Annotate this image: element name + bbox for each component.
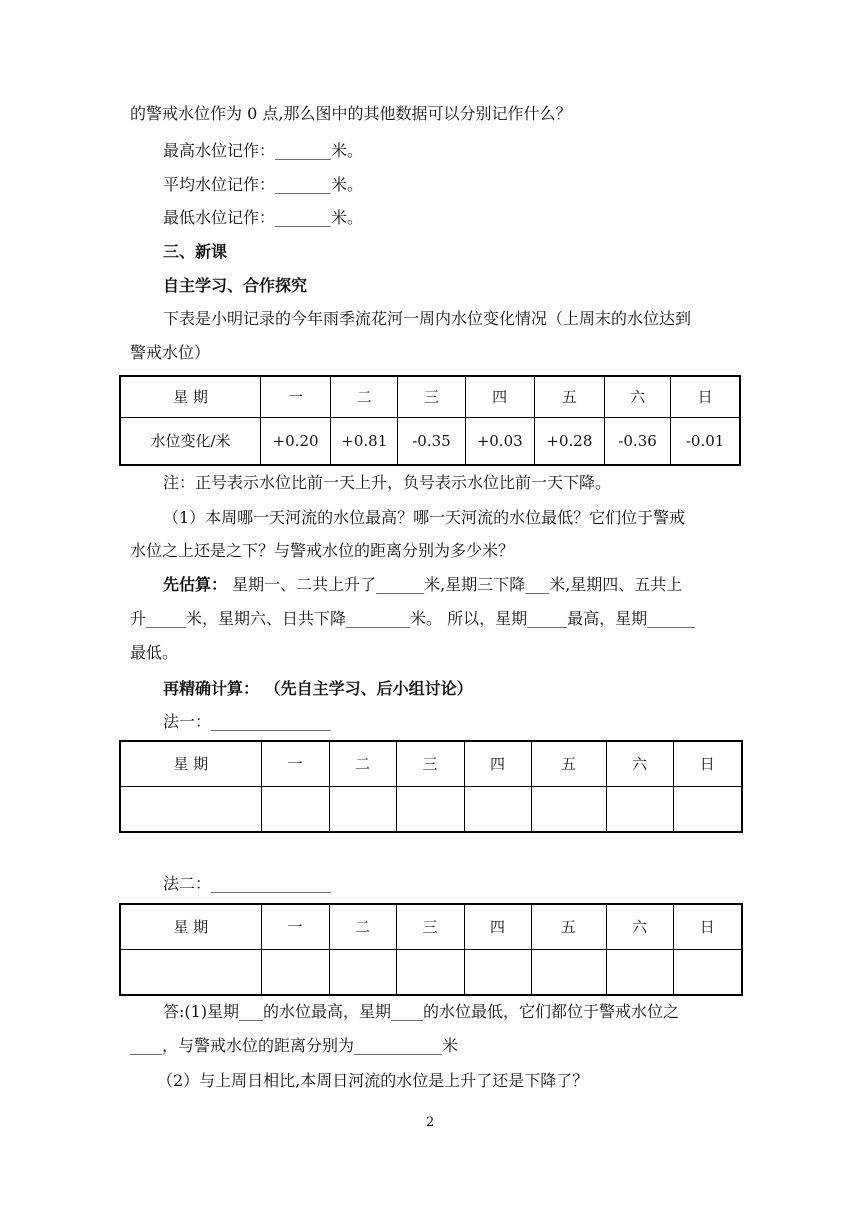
precise-calc-line <box>163 679 473 699</box>
day-cell: 日 <box>671 376 740 417</box>
precise-note: （先自主学习、后小组讨论） <box>259 679 473 698</box>
blank-cell[interactable] <box>329 786 396 832</box>
day-cell: 四 <box>465 376 534 417</box>
day-cell: 五 <box>531 741 606 786</box>
day-cell: 四 <box>464 904 531 949</box>
day-cell: 一 <box>261 741 329 786</box>
value-cell: +0.03 <box>465 417 534 465</box>
estimate-line-3: 最低。 <box>130 643 179 662</box>
estimate-text: 星期一、二共上升了______米,星期三下降___米,星期四、五共上 <box>227 575 683 594</box>
table-note: 注：正号表示水位比前一天上升，负号表示水位比前一天下降。 <box>163 473 612 492</box>
question-1-line-1: （1）本周哪一天河流的水位最高？哪一天河流的水位最低？它们位于警戒 <box>163 508 686 527</box>
subsection-title: 自主学习、合作探究 <box>163 276 308 295</box>
method-2-label: 法二：_______________ <box>163 874 332 893</box>
day-cell: 六 <box>606 904 673 949</box>
header-day-label: 星 期 <box>120 741 261 786</box>
average-water-level-question: 平均水位记作：_______米。 <box>163 175 364 194</box>
blank-cell[interactable] <box>396 949 464 995</box>
value-cell: +0.20 <box>260 417 330 465</box>
day-cell: 一 <box>260 376 330 417</box>
value-cell: -0.36 <box>605 417 671 465</box>
method-1-table <box>119 740 743 833</box>
day-cell: 二 <box>331 376 398 417</box>
day-cell: 三 <box>396 904 464 949</box>
answer-line-2: ____，与警戒水位的距离分别为___________米 <box>130 1036 459 1055</box>
blank-cell[interactable] <box>120 949 261 995</box>
water-level-change-table <box>119 375 741 466</box>
answer-line-1: 答:(1)星期___的水位最高，星期____的水位最低，它们都位于警戒水位之 <box>163 1002 680 1021</box>
value-cell: +0.81 <box>331 417 398 465</box>
description-line-1: 下表是小明记录的今年雨季流花河一周内水位变化情况（上周末的水位达到 <box>163 309 692 328</box>
day-cell: 日 <box>673 741 742 786</box>
day-cell: 五 <box>531 904 606 949</box>
blank-cell[interactable] <box>531 786 606 832</box>
estimate-line-2: 升_____米，星期六、日共下降________米。 所以，星期_____最高，星期______ <box>130 609 696 628</box>
blank-cell[interactable] <box>606 949 673 995</box>
day-cell: 二 <box>329 904 396 949</box>
day-cell: 六 <box>605 376 671 417</box>
header-day-label: 星 期 <box>120 904 261 949</box>
blank-cell[interactable] <box>673 786 742 832</box>
day-cell: 六 <box>606 741 673 786</box>
method-1-label: 法一：_______________ <box>163 712 332 731</box>
day-cell: 五 <box>534 376 604 417</box>
estimate-line-1 <box>163 575 682 595</box>
question-1-line-2: 水位之上还是之下？与警戒水位的距离分别为多少米？ <box>130 541 515 560</box>
blank-cell[interactable] <box>531 949 606 995</box>
description-line-2: 警戒水位） <box>130 343 211 362</box>
day-cell: 四 <box>464 741 531 786</box>
day-cell: 三 <box>396 741 464 786</box>
blank-cell[interactable] <box>261 949 329 995</box>
blank-cell[interactable] <box>329 949 396 995</box>
blank-cell[interactable] <box>673 949 742 995</box>
blank-cell[interactable] <box>396 786 464 832</box>
blank-cell[interactable] <box>464 949 531 995</box>
lowest-water-level-question: 最低水位记作：_______米。 <box>163 208 364 227</box>
highest-water-level-question: 最高水位记作：_______米。 <box>163 141 364 160</box>
value-cell: -0.01 <box>671 417 740 465</box>
day-cell: 日 <box>673 904 742 949</box>
header-day-label: 星 期 <box>120 376 260 417</box>
estimate-label: 先估算： <box>163 575 228 594</box>
blank-cell[interactable] <box>464 786 531 832</box>
day-cell: 一 <box>261 904 329 949</box>
value-cell: +0.28 <box>534 417 604 465</box>
header-value-label: 水位变化/米 <box>120 417 260 465</box>
precise-label: 再精确计算： <box>163 679 260 698</box>
blank-cell[interactable] <box>120 786 261 832</box>
section-title: 三、新课 <box>163 242 228 261</box>
question-2: （2）与上周日相比,本周日河流的水位是上升了还是下降了？ <box>157 1071 589 1090</box>
method-2-table <box>119 903 743 996</box>
intro-line-1: 的警戒水位作为 0 点,那么图中的其他数据可以分别记作什么？ <box>130 104 572 123</box>
page-number: 2 <box>426 1115 435 1130</box>
value-cell: -0.35 <box>398 417 465 465</box>
day-cell: 二 <box>329 741 396 786</box>
blank-cell[interactable] <box>606 786 673 832</box>
day-cell: 三 <box>398 376 465 417</box>
blank-cell[interactable] <box>261 786 329 832</box>
